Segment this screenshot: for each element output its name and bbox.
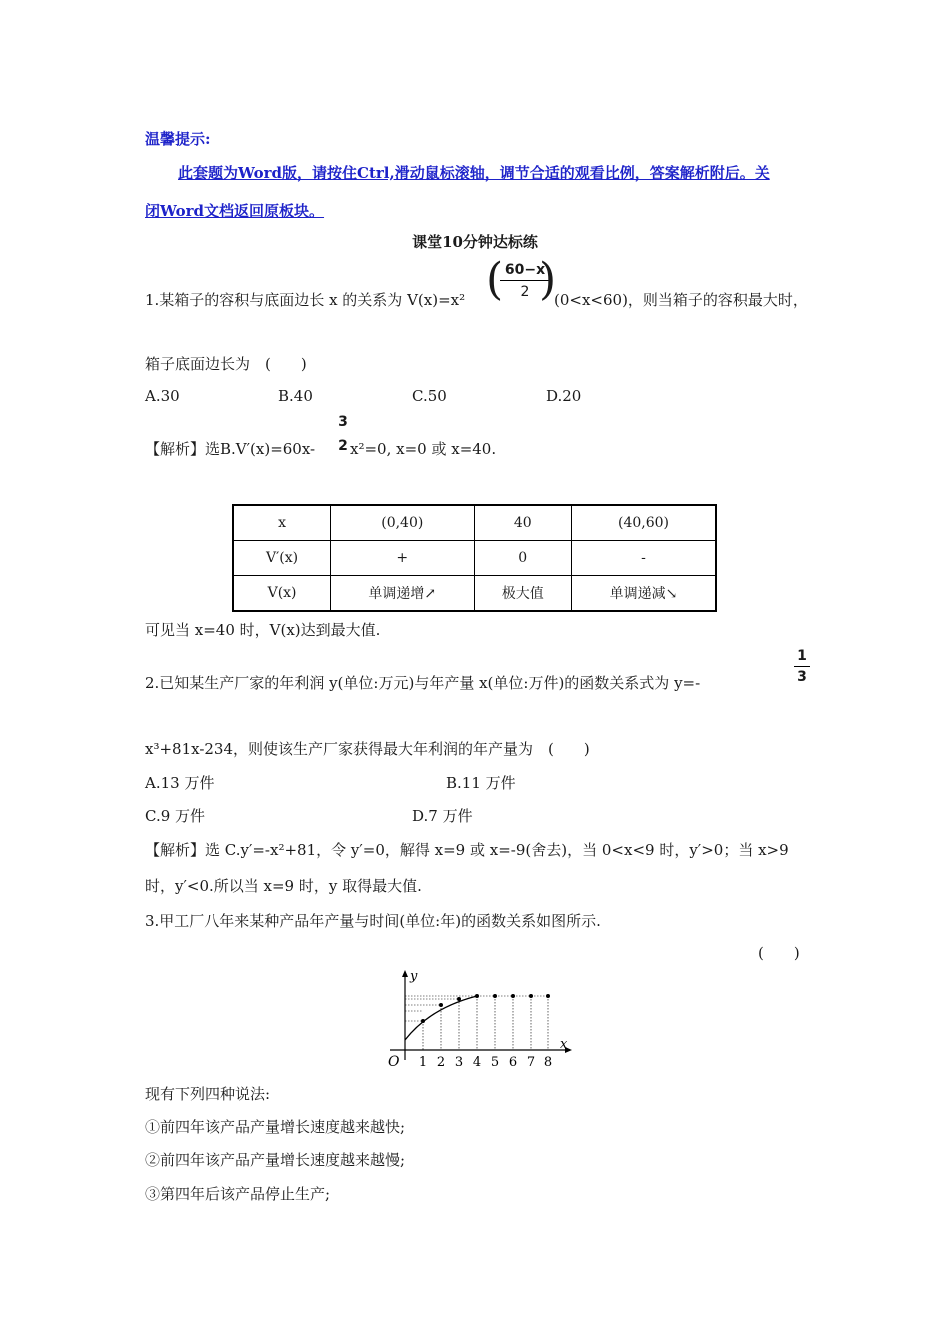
section-title: 课堂10分钟达标练	[412, 233, 538, 251]
q2-analysis-1: 【解析】选 C.y′=-x²+81，令 y′=0，解得 x=9 或 x=-9(舍去)，当 0<x<9 时，y′>0；当 x>9	[145, 841, 789, 859]
q2-stem-b: x³+81x-234，则使该生产厂家获得最大年利润的年产量为 ( )	[145, 740, 590, 758]
table-cell: 单调递增↗	[331, 576, 474, 612]
table-cell: 0	[474, 541, 572, 576]
x-tick-label: 2	[436, 1055, 446, 1070]
x-tick-label: 7	[526, 1055, 536, 1070]
q1-analysis-b: x²=0, x=0 或 x=40.	[350, 440, 497, 458]
table-cell: 40	[474, 505, 572, 541]
x-tick-label: 6	[508, 1055, 518, 1070]
q1-option-b: B.40	[278, 387, 313, 405]
q1-conclusion: 可见当 x=40 时，V(x)达到最大值.	[145, 621, 381, 639]
q2-frac-den: 3	[797, 669, 807, 685]
q3-stem: 3.甲工厂八年来某种产品年产量与时间(单位:年)的函数关系如图所示.	[145, 912, 601, 930]
q2-analysis-2: 时，y′<0.所以当 x=9 时，y 取得最大值.	[145, 877, 422, 895]
q1-option-a: A.30	[145, 387, 180, 405]
x-tick-label: 5	[490, 1055, 500, 1070]
q1-frac-den: 2	[520, 284, 530, 300]
tip-line-2: 闭Word文档返回原板块。	[145, 202, 325, 220]
q1-frac-num: 60−x	[500, 262, 550, 281]
x-tick-label: 8	[543, 1055, 553, 1070]
tip-line-1: 此套题为Word版，请按住Ctrl,滑动鼠标滚轴，调节合适的观看比例，答案解析附后。关	[178, 164, 770, 182]
table-cell: V′(x)	[233, 541, 331, 576]
q3-intro: 现有下列四种说法:	[145, 1085, 271, 1103]
y-axis-arrow	[402, 970, 408, 977]
origin-label: O	[388, 1054, 400, 1070]
table-cell: 极大值	[474, 576, 572, 612]
x-tick-labels	[419, 1055, 552, 1070]
q2-fraction	[794, 648, 810, 685]
table-row	[233, 576, 716, 612]
q3-item-1: ①前四年该产品产量增长速度越来越快;	[145, 1118, 406, 1136]
y-axis-label: y	[410, 969, 418, 984]
q1-analysis-frac-den: 2	[338, 438, 348, 454]
q1-analysis-a: 【解析】选B.V′(x)=60x-	[145, 440, 316, 458]
table-cell: -	[572, 541, 716, 576]
table-cell: x	[233, 505, 331, 541]
table-cell: (40,60)	[572, 505, 716, 541]
table-cell: (0,40)	[331, 505, 474, 541]
curve-points	[421, 994, 550, 1023]
table-row	[233, 505, 716, 541]
q2-option-d: D.7 万件	[412, 807, 473, 825]
q3-blank: ( )	[758, 944, 800, 962]
q3-item-3: ③第四年后该产品停止生产;	[145, 1185, 331, 1203]
table-row	[233, 541, 716, 576]
q1-paren-right: )	[539, 254, 557, 305]
table-cell: V(x)	[233, 576, 331, 612]
guide-lines-horizontal	[405, 996, 548, 1021]
q1-option-d: D.20	[546, 387, 582, 405]
x-axis-label: x	[560, 1037, 568, 1052]
q2-option-a: A.13 万件	[145, 774, 215, 792]
q2-option-b: B.11 万件	[446, 774, 516, 792]
q1-analysis-frac-num: 3	[338, 414, 348, 430]
tip-title: 温馨提示:	[145, 130, 211, 148]
q3-graph	[380, 968, 580, 1072]
q3-item-2: ②前四年该产品产量增长速度越来越慢;	[145, 1151, 406, 1169]
q1-stem-a: 1.某箱子的容积与底面边长 x 的关系为 V(x)=x²	[145, 291, 466, 309]
table-cell: 单调递减↘	[572, 576, 716, 612]
q2-stem-a: 2.已知某生产厂家的年利润 y(单位:万元)与年产量 x(单位:万件)的函数关系式为 y=-	[145, 674, 701, 692]
q1-option-c: C.50	[412, 387, 447, 405]
x-tick-label: 1	[418, 1055, 428, 1070]
q2-frac-num: 1	[794, 648, 810, 667]
q1-stem-b: (0<x<60)，则当箱子的容积最大时，	[554, 291, 808, 309]
table-cell: +	[331, 541, 474, 576]
q1-paren-left: (	[486, 254, 504, 305]
x-tick-label: 3	[454, 1055, 464, 1070]
q2-option-c: C.9 万件	[145, 807, 206, 825]
x-tick-label: 4	[472, 1055, 482, 1070]
q1-stem-c: 箱子底面边长为 ( )	[145, 355, 307, 373]
sign-table	[232, 504, 717, 612]
